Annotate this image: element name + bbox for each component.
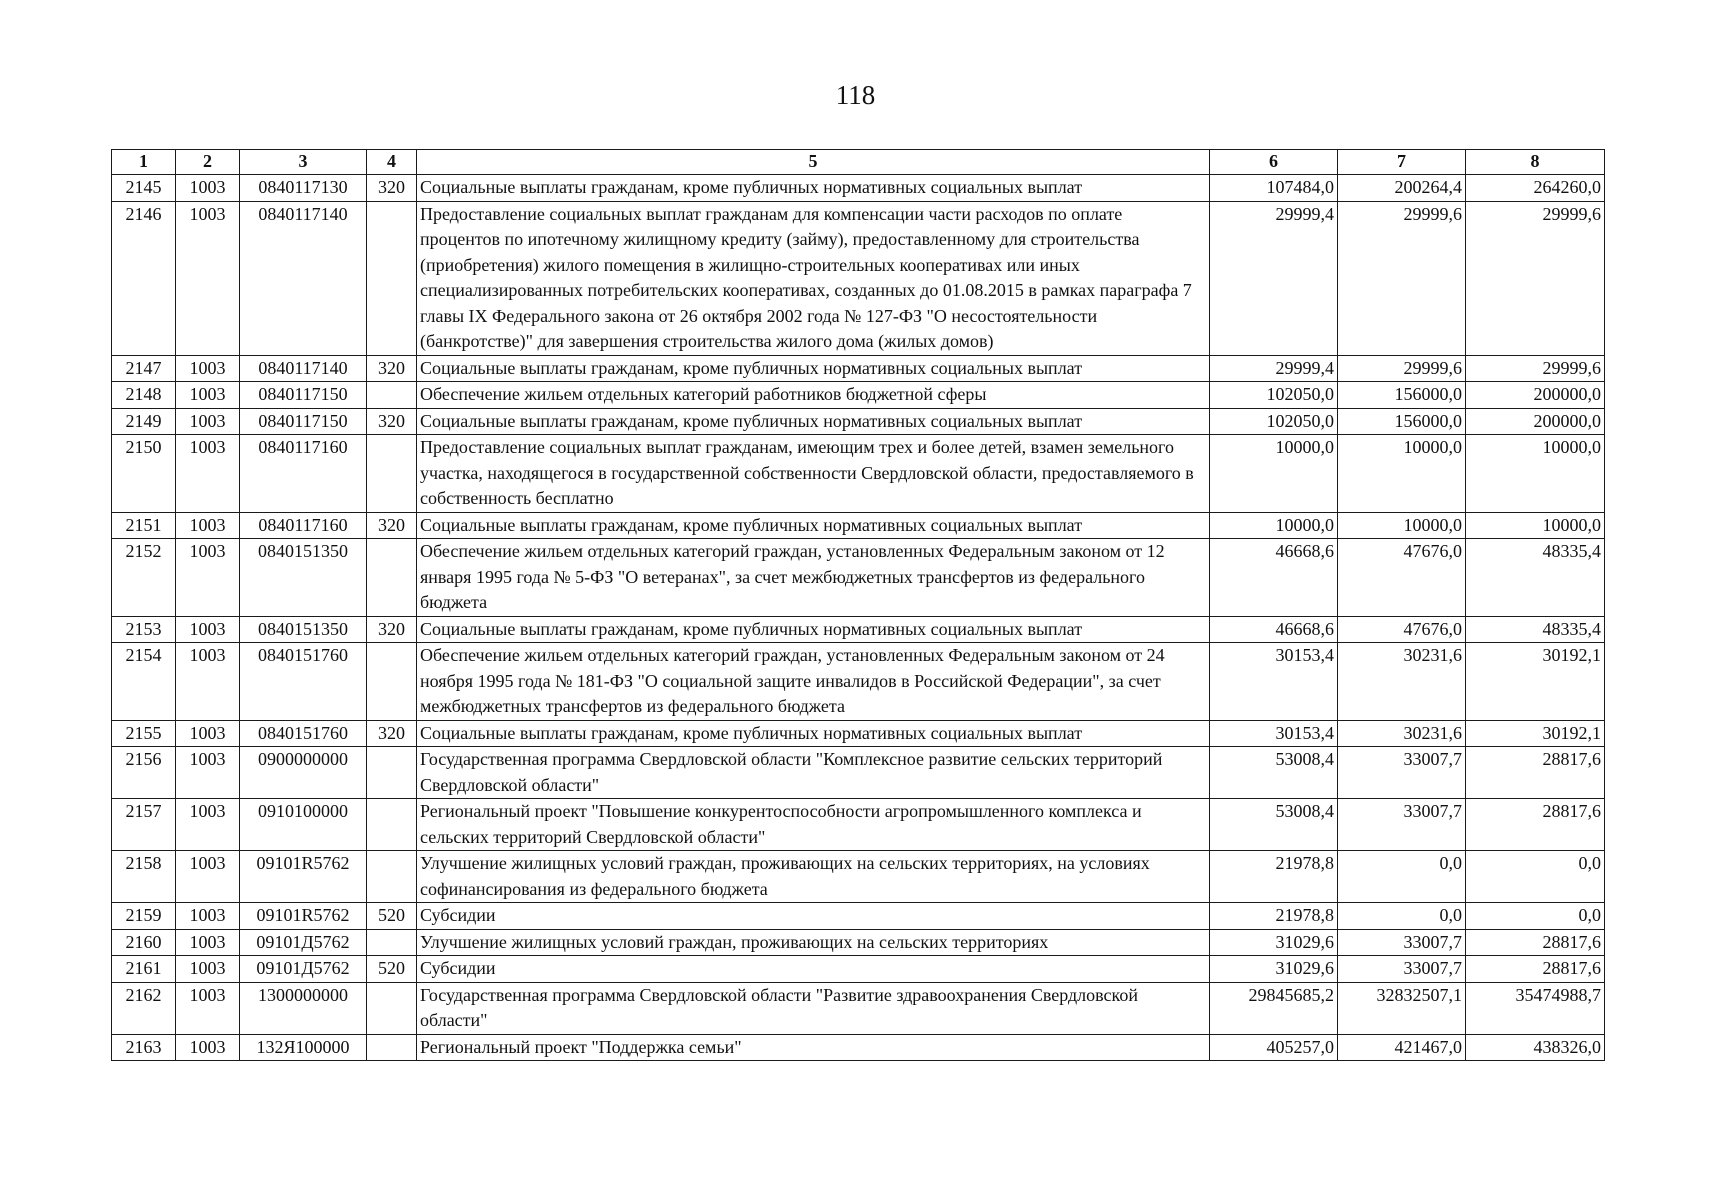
section-code-cell: 1003 [176,982,240,1034]
section-code-cell: 1003 [176,201,240,355]
expense-type-cell [367,1034,417,1061]
header-cell: 8 [1466,150,1605,175]
section-code-cell: 1003 [176,903,240,930]
amount-cell-col6: 10000,0 [1210,512,1338,539]
description-cell: Обеспечение жильем отдельных категорий работников бюджетной сферы [417,382,1210,409]
amount-cell-col8: 200000,0 [1466,408,1605,435]
description-cell: Социальные выплаты гражданам, кроме публичных нормативных социальных выплат [417,355,1210,382]
description-cell: Социальные выплаты гражданам, кроме публичных нормативных социальных выплат [417,616,1210,643]
amount-cell-col6: 30153,4 [1210,643,1338,721]
section-code-cell: 1003 [176,929,240,956]
table-row [112,382,1605,409]
expense-type-cell: 320 [367,616,417,643]
amount-cell-col8: 0,0 [1466,903,1605,930]
amount-cell-col6: 29999,4 [1210,355,1338,382]
amount-cell-col7: 33007,7 [1338,799,1466,851]
amount-cell-col7: 0,0 [1338,851,1466,903]
expense-type-cell [367,201,417,355]
target-article-cell: 0840117140 [240,355,367,382]
target-article-cell: 09101R5762 [240,851,367,903]
amount-cell-col6: 102050,0 [1210,408,1338,435]
amount-cell-col6: 31029,6 [1210,929,1338,956]
row-number-cell: 2149 [112,408,176,435]
table-row [112,175,1605,202]
amount-cell-col6: 102050,0 [1210,382,1338,409]
section-code-cell: 1003 [176,382,240,409]
amount-cell-col7: 156000,0 [1338,382,1466,409]
section-code-cell: 1003 [176,720,240,747]
expense-type-cell [367,435,417,513]
row-number-cell: 2162 [112,982,176,1034]
amount-cell-col8: 48335,4 [1466,539,1605,617]
amount-cell-col8: 10000,0 [1466,512,1605,539]
description-cell: Социальные выплаты гражданам, кроме публичных нормативных социальных выплат [417,512,1210,539]
target-article-cell: 09101Д5762 [240,929,367,956]
amount-cell-col7: 200264,4 [1338,175,1466,202]
expense-type-cell: 520 [367,903,417,930]
section-code-cell: 1003 [176,1034,240,1061]
section-code-cell: 1003 [176,355,240,382]
amount-cell-col7: 30231,6 [1338,720,1466,747]
amount-cell-col6: 46668,6 [1210,539,1338,617]
amount-cell-col7: 0,0 [1338,903,1466,930]
expense-type-cell: 320 [367,175,417,202]
amount-cell-col8: 438326,0 [1466,1034,1605,1061]
amount-cell-col8: 30192,1 [1466,643,1605,721]
description-cell: Субсидии [417,903,1210,930]
amount-cell-col7: 29999,6 [1338,355,1466,382]
row-number-cell: 2156 [112,747,176,799]
section-code-cell: 1003 [176,851,240,903]
row-number-cell: 2160 [112,929,176,956]
amount-cell-col6: 31029,6 [1210,956,1338,983]
row-number-cell: 2150 [112,435,176,513]
target-article-cell: 0840117160 [240,435,367,513]
expense-type-cell: 320 [367,355,417,382]
amount-cell-col6: 29845685,2 [1210,982,1338,1034]
table-row [112,799,1605,851]
row-number-cell: 2145 [112,175,176,202]
amount-cell-col6: 53008,4 [1210,747,1338,799]
row-number-cell: 2154 [112,643,176,721]
table-row [112,355,1605,382]
section-code-cell: 1003 [176,512,240,539]
table-row [112,1034,1605,1061]
section-code-cell: 1003 [176,747,240,799]
amount-cell-col8: 29999,6 [1466,355,1605,382]
row-number-cell: 2146 [112,201,176,355]
description-cell: Региональный проект "Повышение конкурентоспособности агропромышленного комплекса и сельских территорий Свердловской области" [417,799,1210,851]
table-row [112,929,1605,956]
table-row [112,539,1605,617]
amount-cell-col7: 29999,6 [1338,201,1466,355]
amount-cell-col6: 53008,4 [1210,799,1338,851]
section-code-cell: 1003 [176,408,240,435]
amount-cell-col7: 33007,7 [1338,747,1466,799]
expense-type-cell: 520 [367,956,417,983]
row-number-cell: 2158 [112,851,176,903]
amount-cell-col6: 405257,0 [1210,1034,1338,1061]
section-code-cell: 1003 [176,175,240,202]
amount-cell-col7: 10000,0 [1338,512,1466,539]
target-article-cell: 0910100000 [240,799,367,851]
description-cell: Улучшение жилищных условий граждан, проживающих на сельских территориях, на условиях софинансирования из федерального бюджета [417,851,1210,903]
target-article-cell: 0840151760 [240,643,367,721]
table-row [112,435,1605,513]
amount-cell-col8: 35474988,7 [1466,982,1605,1034]
amount-cell-col6: 30153,4 [1210,720,1338,747]
amount-cell-col7: 47676,0 [1338,539,1466,617]
description-cell: Государственная программа Свердловской области "Комплексное развитие сельских территорий Свердловской области" [417,747,1210,799]
amount-cell-col6: 29999,4 [1210,201,1338,355]
header-cell: 2 [176,150,240,175]
amount-cell-col8: 264260,0 [1466,175,1605,202]
row-number-cell: 2163 [112,1034,176,1061]
amount-cell-col8: 29999,6 [1466,201,1605,355]
target-article-cell: 09101Д5762 [240,956,367,983]
amount-cell-col8: 10000,0 [1466,435,1605,513]
target-article-cell: 0840117140 [240,201,367,355]
amount-cell-col7: 30231,6 [1338,643,1466,721]
amount-cell-col7: 33007,7 [1338,929,1466,956]
target-article-cell: 09101R5762 [240,903,367,930]
page-number: 118 [835,80,876,110]
expense-type-cell: 320 [367,512,417,539]
amount-cell-col7: 10000,0 [1338,435,1466,513]
target-article-cell: 0840117130 [240,175,367,202]
header-cell: 7 [1338,150,1466,175]
header-cell: 3 [240,150,367,175]
amount-cell-col7: 156000,0 [1338,408,1466,435]
description-cell: Предоставление социальных выплат гражданам для компенсации части расходов по оплате процентов по ипотечному жилищному кредиту (займу), предоставленному для строительства (приобретения) жилого помещения в жилищно-строительных кооперативах или иных специализированных потребительских кооперативах, созданных до 01.08.2015 в рамках параграфа 7 главы IX Федерального закона от 26 октября 2002 года № 127-ФЗ "О несостоятельности (банкротстве)" для завершения строительства жилого дома (жилых домов) [417,201,1210,355]
table-row [112,982,1605,1034]
expense-type-cell [367,929,417,956]
amount-cell-col6: 10000,0 [1210,435,1338,513]
section-code-cell: 1003 [176,956,240,983]
expense-type-cell [367,382,417,409]
section-code-cell: 1003 [176,435,240,513]
amount-cell-col8: 200000,0 [1466,382,1605,409]
table-row [112,643,1605,721]
expense-type-cell: 320 [367,408,417,435]
expense-type-cell [367,643,417,721]
amount-cell-col7: 32832507,1 [1338,982,1466,1034]
table-body [112,175,1605,1061]
expense-type-cell [367,539,417,617]
header-cell: 1 [112,150,176,175]
expense-type-cell [367,982,417,1034]
target-article-cell: 0900000000 [240,747,367,799]
row-number-cell: 2153 [112,616,176,643]
target-article-cell: 1300000000 [240,982,367,1034]
amount-cell-col7: 47676,0 [1338,616,1466,643]
table-row [112,747,1605,799]
amount-cell-col8: 48335,4 [1466,616,1605,643]
table-row [112,903,1605,930]
header-cell: 4 [367,150,417,175]
expense-type-cell [367,799,417,851]
table-row [112,851,1605,903]
target-article-cell: 0840117160 [240,512,367,539]
amount-cell-col6: 21978,8 [1210,851,1338,903]
table-row [112,720,1605,747]
amount-cell-col7: 421467,0 [1338,1034,1466,1061]
target-article-cell: 0840117150 [240,382,367,409]
row-number-cell: 2159 [112,903,176,930]
description-cell: Предоставление социальных выплат гражданам, имеющим трех и более детей, взамен земельного участка, находящегося в государственной собственности Свердловской области, предоставляемого в собственность бесплатно [417,435,1210,513]
expense-type-cell [367,747,417,799]
description-cell: Обеспечение жильем отдельных категорий граждан, установленных Федеральным законом от 24 ноября 1995 года № 181-ФЗ "О социальной защите инвалидов в Российской Федерации", за счет межбюджетных трансфертов из федерального бюджета [417,643,1210,721]
description-cell: Обеспечение жильем отдельных категорий граждан, установленных Федеральным законом от 12 января 1995 года № 5-ФЗ "О ветеранах", за счет межбюджетных трансфертов из федерального бюджета [417,539,1210,617]
expense-type-cell: 320 [367,720,417,747]
row-number-cell: 2147 [112,355,176,382]
description-cell: Региональный проект "Поддержка семьи" [417,1034,1210,1061]
amount-cell-col6: 21978,8 [1210,903,1338,930]
target-article-cell: 0840117150 [240,408,367,435]
amount-cell-col8: 30192,1 [1466,720,1605,747]
target-article-cell: 0840151350 [240,539,367,617]
header-row [112,150,1605,175]
amount-cell-col8: 28817,6 [1466,956,1605,983]
section-code-cell: 1003 [176,643,240,721]
row-number-cell: 2155 [112,720,176,747]
section-code-cell: 1003 [176,539,240,617]
budget-table [111,149,1605,1061]
table-row [112,201,1605,355]
expense-type-cell [367,851,417,903]
description-cell: Социальные выплаты гражданам, кроме публичных нормативных социальных выплат [417,408,1210,435]
row-number-cell: 2157 [112,799,176,851]
amount-cell-col8: 0,0 [1466,851,1605,903]
table-row [112,512,1605,539]
section-code-cell: 1003 [176,799,240,851]
row-number-cell: 2152 [112,539,176,617]
target-article-cell: 132Я100000 [240,1034,367,1061]
amount-cell-col6: 46668,6 [1210,616,1338,643]
section-code-cell: 1003 [176,616,240,643]
amount-cell-col8: 28817,6 [1466,929,1605,956]
row-number-cell: 2161 [112,956,176,983]
amount-cell-col7: 33007,7 [1338,956,1466,983]
description-cell: Социальные выплаты гражданам, кроме публичных нормативных социальных выплат [417,720,1210,747]
amount-cell-col6: 107484,0 [1210,175,1338,202]
table-row [112,408,1605,435]
description-cell: Государственная программа Свердловской области "Развитие здравоохранения Свердловской области" [417,982,1210,1034]
description-cell: Субсидии [417,956,1210,983]
table-row [112,616,1605,643]
target-article-cell: 0840151350 [240,616,367,643]
row-number-cell: 2151 [112,512,176,539]
row-number-cell: 2148 [112,382,176,409]
header-cell: 5 [417,150,1210,175]
amount-cell-col8: 28817,6 [1466,747,1605,799]
target-article-cell: 0840151760 [240,720,367,747]
table-row [112,956,1605,983]
amount-cell-col8: 28817,6 [1466,799,1605,851]
header-cell: 6 [1210,150,1338,175]
description-cell: Социальные выплаты гражданам, кроме публичных нормативных социальных выплат [417,175,1210,202]
description-cell: Улучшение жилищных условий граждан, проживающих на сельских территориях [417,929,1210,956]
